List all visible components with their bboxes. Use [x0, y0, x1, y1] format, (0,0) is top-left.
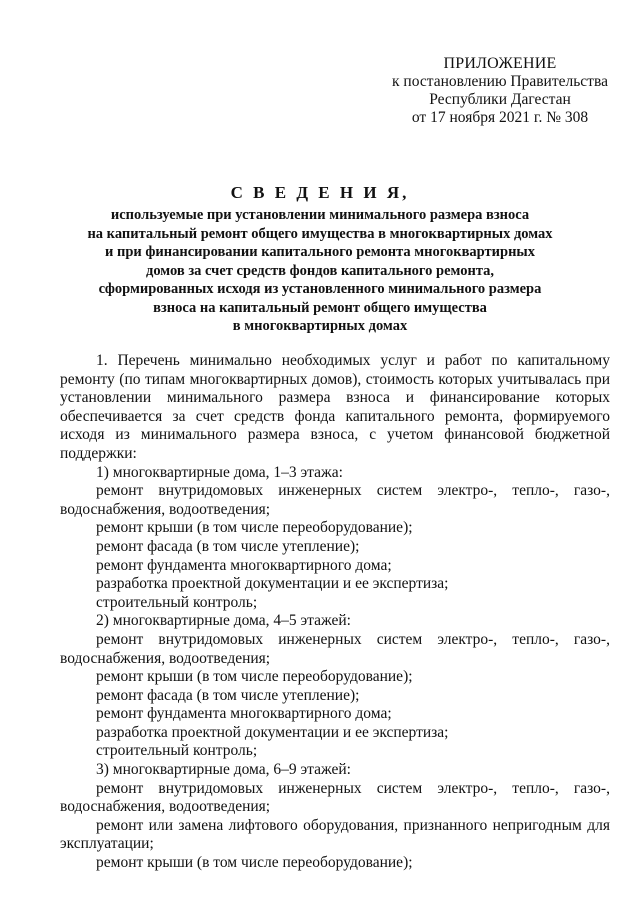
section-1-title: 1) многоквартирные дома, 1–3 этажа:: [96, 463, 343, 481]
word: тепло-,: [512, 779, 559, 797]
word: внутридомовых: [158, 779, 264, 797]
document-body: [60, 352, 610, 873]
appendix-line-1: к постановлению Правительства: [392, 73, 608, 90]
heading-title: С В Е Д Е Н И Я,: [230, 183, 410, 202]
word: инженерных: [278, 779, 362, 797]
word: систем: [376, 630, 423, 648]
section-3-roof: ремонт крыши (в том числе переоборудование);: [96, 854, 413, 872]
word: инженерных: [278, 630, 362, 648]
word: тепло-,: [512, 630, 559, 648]
word: газо-,: [573, 482, 610, 500]
word: внутридомовых: [158, 630, 264, 648]
appendix-line-3: от 17 ноября 2021 г. № 308: [411, 109, 589, 126]
heading-line: взноса на капитальный ремонт общего имущества: [153, 299, 487, 316]
intro-paragraph: 1. Перечень минимально необходимых услуг и работ по капитальному ремонту (по типам многоквартирных домов), стоимость которых учитывалась при установлении минимального размера взноса и финансирование которых обеспечивается за счет средств фонда капитального ремонта, формируемого исходя из минимального размера взноса, с учетом финансовой бюджетной поддержки:: [60, 352, 610, 462]
section-2-engineering-cont: водоснабжения, водоотведения;: [60, 649, 271, 667]
section-1-docs: разработка проектной документации и ее экспертиза;: [96, 575, 449, 593]
section-3-elevator: ремонт или замена лифтового оборудования, признанного непригодным для эксплуатации;: [60, 816, 610, 853]
section-1-engineering: [60, 482, 610, 501]
appendix-header: [380, 55, 620, 127]
appendix-title: ПРИЛОЖЕНИЕ: [443, 55, 557, 72]
word: ремонт: [96, 482, 144, 500]
section-3-title: 3) многоквартирные дома, 6–9 этажей:: [96, 761, 351, 779]
word: электро-,: [437, 779, 498, 797]
heading-line: сформированных исходя из установленного минимального размера: [98, 281, 542, 297]
word: внутридомовых: [158, 482, 264, 500]
section-1-roof: ремонт крыши (в том числе переоборудование);: [96, 519, 413, 537]
heading-line: домов за счет средств фондов капитального ремонта,: [145, 262, 494, 279]
section-2-title: 2) многоквартирные дома, 4–5 этажей:: [96, 612, 351, 630]
section-2-engineering: [60, 631, 610, 650]
section-2-docs: разработка проектной документации и ее экспертиза;: [96, 723, 449, 741]
heading-line: используемые при установлении минимального размера взноса: [110, 207, 530, 223]
section-3-engineering-cont: водоснабжения, водоотведения;: [60, 798, 271, 816]
word: ремонт: [96, 779, 144, 797]
section-1-engineering-cont: водоснабжения, водоотведения;: [60, 500, 271, 518]
section-2-foundation: ремонт фундамента многоквартирного дома;: [96, 705, 392, 723]
word: электро-,: [437, 630, 498, 648]
word: газо-,: [573, 779, 610, 797]
section-3-engineering: [60, 780, 610, 799]
appendix-line-2: Республики Дагестан: [429, 91, 571, 108]
heading-line: в многоквартирных домах: [232, 318, 408, 334]
word: инженерных: [278, 482, 362, 500]
word: тепло-,: [512, 482, 559, 500]
section-2-roof: ремонт крыши (в том числе переоборудование);: [96, 668, 413, 686]
section-2-control: строительный контроль;: [96, 742, 258, 760]
word: систем: [376, 779, 423, 797]
word: электро-,: [437, 482, 498, 500]
word: систем: [376, 482, 423, 500]
section-1-facade: ремонт фасада (в том числе утепление);: [96, 537, 360, 555]
word: ремонт: [96, 630, 144, 648]
document-heading: [60, 183, 580, 336]
section-2-facade: ремонт фасада (в том числе утепление);: [96, 686, 360, 704]
heading-line: и при финансировании капитального ремонта многоквартирных: [104, 244, 535, 260]
heading-line: на капитальный ремонт общего имущества в многоквартирных домах: [87, 225, 553, 242]
word: газо-,: [573, 630, 610, 648]
section-1-foundation: ремонт фундамента многоквартирного дома;: [96, 556, 392, 574]
section-1-control: строительный контроль;: [96, 593, 258, 611]
